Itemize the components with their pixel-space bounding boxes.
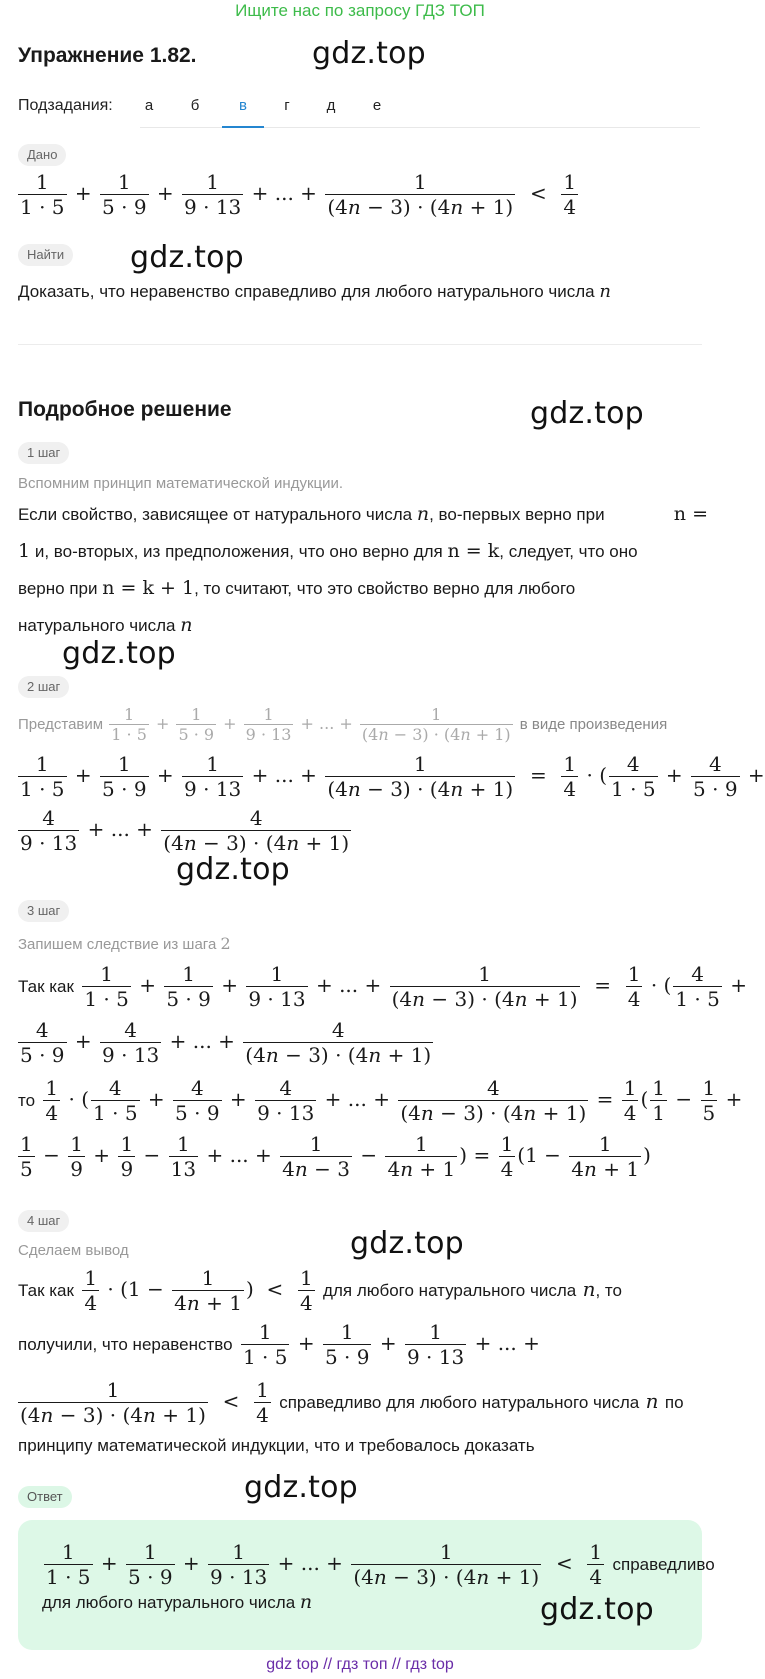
tab-a[interactable]: а — [144, 97, 154, 114]
given-chip: Дано — [18, 144, 66, 166]
watermark: gdz.top — [130, 240, 244, 275]
solution-title: Подробное решение — [18, 398, 232, 421]
tab-b[interactable]: б — [190, 97, 200, 114]
step-4-chip: 4 шаг — [18, 1210, 69, 1232]
answer-chip: Ответ — [18, 1486, 72, 1508]
watermark: gdz.top — [176, 852, 290, 887]
exercise-title: Упражнение 1.82. — [18, 44, 197, 67]
subtasks-label: Подзадания: — [18, 97, 113, 114]
step-1-chip: 1 шаг — [18, 442, 69, 464]
watermark: gdz.top — [244, 1470, 358, 1505]
step-2-eq-line1: $\frac{1}{1 \cdot 5}$ + $\frac{1}{5 \cdot 9}$ + $\frac{1}{9 \cdot 13}$ + ... + $\frac{1}{(4n - 3) \cdot (4n + 1)}$ = $\frac{1}{4}$ · ( $\frac{4}{1 \cdot 5}$ + $\frac{4}{5 \cdot 9}$ + — [20, 752, 765, 801]
divider — [18, 344, 702, 345]
find-chip: Найти — [18, 244, 73, 266]
step-4-line3: $\frac{1}{(4n - 3) \cdot (4n + 1)}$ < $\frac{1}{4}$ справедливо для любого натурального числа n по — [20, 1378, 684, 1427]
step-1-text: Если свойство, зависящее от натурального числа n, во-первых верно при n = 1 и, во-вторых, из предположения, что оно верно для n = k, следует, что оно верно при n = k + 1, то считают, что это свойство верно для любого натурального числа n — [18, 503, 708, 636]
step-2-chip: 2 шаг — [18, 676, 69, 698]
tab-v[interactable]: в — [222, 92, 264, 128]
watermark: gdz.top — [312, 36, 426, 71]
step-1-hint: Вспомним принцип математической индукции. — [18, 475, 344, 492]
step-3-line2: $\frac{4}{5 \cdot 9}$ + $\frac{4}{9 \cdot 13}$ + ... + $\frac{4}{(4n - 3) \cdot (4n + 1)}$ — [20, 1018, 432, 1067]
step-4-line2: получили, что неравенство $\frac{1}{1 \cdot 5}$ + $\frac{1}{5 \cdot 9}$ + $\frac{1}{9 \cdot 13}$ + ... + — [18, 1320, 540, 1369]
step-3-hint: Запишем следствие из шага 2 — [18, 934, 231, 953]
step-2-hint: Представим $\frac{1}{1 \cdot 5}$ + $\frac{1}{5 \cdot 9}$ + $\frac{1}{9 \cdot 13}$ + ... + $\frac{1}{(4n - 3) \cdot (4n + 1)}$ в виде произведения — [18, 705, 668, 744]
step-4-line1: Так как $\frac{1}{4}$ · (1 − $\frac{1}{4n + 1}$ ) < $\frac{1}{4}$ для любого натурального числа n, то — [18, 1266, 622, 1315]
step-4-end: принципу математической индукции, что и требовалось доказать — [18, 1436, 535, 1455]
step-3-line3: то $\frac{1}{4}$ · ( $\frac{4}{1 \cdot 5}$ + $\frac{4}{5 \cdot 9}$ + $\frac{4}{9 \cdot 13}$ + ... + $\frac{4}{(4n - 3) \cdot (4n + 1)}$ = $\frac{1}{4}$ ( $\frac{1}{1}$ − $\frac{1}{5}$ + — [18, 1076, 743, 1125]
find-text: Доказать, что неравенство справедливо для любого натурального числа n — [18, 281, 611, 302]
footer-links[interactable]: gdz top // гдз топ // гдз top — [266, 1656, 454, 1673]
step-3-line1: Так как $\frac{1}{1 \cdot 5}$ + $\frac{1}{5 \cdot 9}$ + $\frac{1}{9 \cdot 13}$ + ... + $\frac{1}{(4n - 3) \cdot (4n + 1)}$ = $\frac{1}{4}$ · ( $\frac{4}{1 \cdot 5}$ + — [18, 962, 747, 1011]
tab-g[interactable]: г — [284, 97, 290, 114]
promo-banner[interactable]: Ищите нас по запросу ГДЗ ТОП — [235, 1, 485, 20]
step-2-eq-line2: $\frac{4}{9 \cdot 13}$ + ... + $\frac{4}{(4n - 3) \cdot (4n + 1)}$ — [20, 806, 350, 855]
watermark: gdz.top — [350, 1226, 464, 1261]
given-inequality: $\frac{1}{1 \cdot 5}$ + $\frac{1}{5 \cdot 9}$ + $\frac{1}{9 \cdot 13}$ + ... + $\frac{1}{(4n - 3) \cdot (4n + 1)}$ < $\frac{1}{4}$ — [20, 170, 577, 219]
subtasks-tabbar — [140, 92, 700, 128]
watermark: gdz.top — [540, 1592, 654, 1627]
tab-d[interactable]: д — [326, 97, 336, 114]
step-4-hint: Сделаем вывод — [18, 1242, 129, 1259]
step-3-chip: 3 шаг — [18, 900, 69, 922]
watermark: gdz.top — [62, 636, 176, 671]
step-3-line4: $\frac{1}{5}$ − $\frac{1}{9}$ + $\frac{1}{9}$ − $\frac{1}{13}$ + ... + $\frac{1}{4n - 3}$ − $\frac{1}{4n + 1}$ ) = $\frac{1}{4}$ (1 − $\frac{1}{4n + 1}$ ) — [20, 1132, 651, 1181]
answer-inequality: $\frac{1}{1 \cdot 5}$ + $\frac{1}{5 \cdot 9}$ + $\frac{1}{9 \cdot 13}$ + ... + $\frac{1}{(4n - 3) \cdot (4n + 1)}$ < $\frac{1}{4}$ справедливо — [46, 1540, 715, 1589]
watermark: gdz.top — [530, 396, 644, 431]
tab-e[interactable]: е — [372, 97, 382, 114]
answer-text: для любого натурального числа n — [42, 1591, 313, 1613]
